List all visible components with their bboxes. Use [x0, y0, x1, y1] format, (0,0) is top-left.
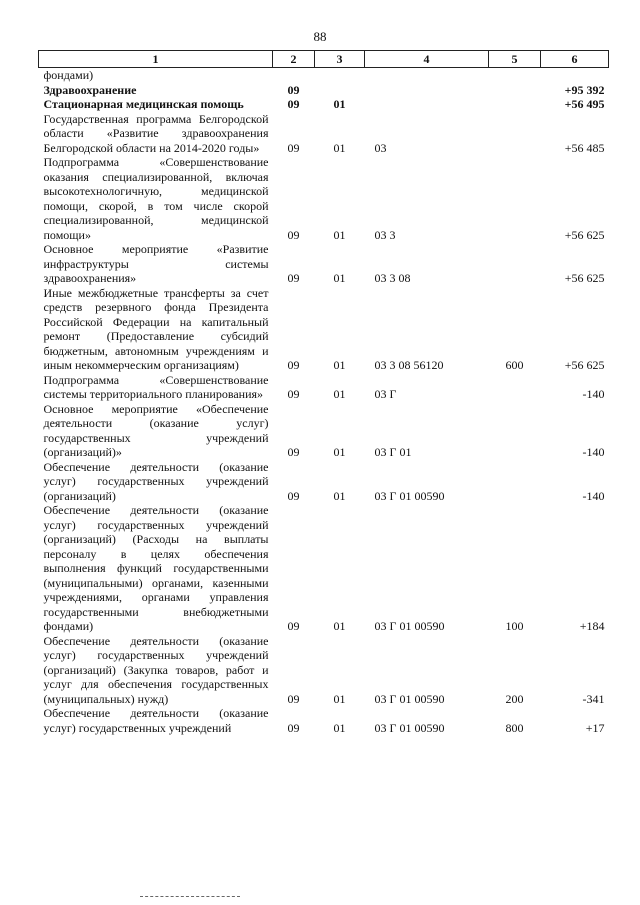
header-col-4: 4: [365, 51, 489, 68]
row-expense-type: 200: [505, 691, 524, 706]
row-expense-type: [489, 242, 541, 286]
row-subsection: 01: [333, 140, 346, 155]
row-section: 09: [287, 358, 300, 372]
row-amount: [541, 68, 609, 83]
row-name: Основное мероприятие «Обеспечение деятельности (оказание услуг) государственных учреждений (организаций)»: [43, 401, 269, 459]
row-amount: +56 495: [564, 97, 605, 111]
row-subsection: [315, 68, 365, 83]
row-expense-type: [489, 460, 541, 504]
row-target-code: 03 3 08: [374, 271, 411, 285]
row-subsection: [315, 83, 365, 98]
table-row: [39, 97, 609, 112]
table-row: [39, 155, 609, 242]
row-subsection: 01: [333, 271, 346, 285]
row-section: 09: [287, 227, 300, 242]
row-amount: +17: [585, 720, 605, 735]
row-amount: +184: [579, 619, 605, 633]
table-row: [39, 634, 609, 707]
row-target-code: 03 Г 01 00590: [374, 488, 445, 503]
row-amount: +95 392: [564, 82, 605, 97]
row-expense-type: [489, 68, 541, 83]
row-section: 09: [287, 140, 300, 155]
row-subsection: 01: [333, 619, 346, 633]
row-name: фондами): [43, 68, 94, 82]
row-expense-type: [489, 155, 541, 242]
row-section: 09: [287, 619, 300, 633]
row-name: Иные межбюджетные трансферты за счет средств резервного фонда Президента Российской Федерации на капитальный ремонт (Предоставление субсидий бюджетным, автономным учреждениям и иным некоммерческим организациям): [43, 285, 269, 372]
row-expense-type: 800: [505, 720, 524, 735]
page-number: 88: [313, 29, 327, 44]
row-amount: +56 485: [564, 140, 605, 155]
row-section: 09: [287, 271, 300, 285]
row-expense-type: [489, 112, 541, 156]
table-row: [39, 286, 609, 373]
row-amount: +56 625: [564, 358, 605, 372]
row-amount: -140: [582, 488, 605, 503]
row-target-code: 03 Г: [374, 387, 397, 401]
row-name: Обеспечение деятельности (оказание услуг) государственных учреждений: [43, 706, 269, 735]
header-row: [39, 51, 609, 68]
row-target-code: [365, 68, 489, 83]
row-name: Обеспечение деятельности (оказание услуг) государственных учреждений (организаций): [43, 459, 269, 503]
row-section: 09: [287, 445, 300, 459]
header-col-1: 1: [39, 51, 273, 68]
row-section: 09: [287, 488, 300, 503]
table-row: [39, 112, 609, 156]
table-row: [39, 242, 609, 286]
row-name: Подпрограмма «Совершенствование системы территориального планирования»: [43, 372, 269, 401]
table-row: [39, 83, 609, 98]
row-target-code: 03 Г 01 00590: [374, 720, 445, 735]
row-expense-type: [489, 83, 541, 98]
row-expense-type: [489, 373, 541, 402]
row-section: [273, 68, 315, 83]
table-row: [39, 503, 609, 634]
row-expense-type: [489, 97, 541, 112]
row-section: 09: [287, 82, 300, 97]
row-name: Подпрограмма «Совершенствование оказания специализированной, включая высокотехнологичную, медицинской помощи, скорой, в том числе скорой специализированной, медицинской помощи»: [43, 155, 269, 242]
header-col-3: 3: [315, 51, 365, 68]
footer-divider: [140, 896, 240, 897]
row-subsection: 01: [333, 387, 346, 401]
row-name: Государственная программа Белгородской области «Развитие здравоохранения Белгородской области на 2014-2020 годы»: [43, 111, 269, 155]
row-subsection: 01: [333, 97, 346, 111]
row-amount: -140: [582, 387, 605, 401]
row-section: 09: [287, 387, 300, 401]
row-name: Стационарная медицинская помощь: [43, 97, 244, 111]
row-amount: -140: [582, 445, 605, 459]
row-expense-type: 100: [505, 619, 524, 633]
row-amount: -341: [582, 691, 605, 706]
row-target-code: 03 3: [374, 227, 396, 242]
row-expense-type: 600: [505, 358, 524, 372]
row-subsection: 01: [333, 445, 346, 459]
row-amount: +56 625: [564, 227, 605, 242]
row-name: Обеспечение деятельности (оказание услуг) государственных учреждений (организаций) (Закупка товаров, работ и услуг для обеспечения государственных (муниципальных) нужд): [43, 633, 269, 706]
table-row: [39, 706, 609, 735]
row-target-code: [365, 97, 489, 112]
header-col-6: 6: [541, 51, 609, 68]
header-col-2: 2: [273, 51, 315, 68]
table-row: [39, 68, 609, 83]
row-target-code: 03 Г 01 00590: [374, 691, 445, 706]
header-col-5: 5: [489, 51, 541, 68]
row-target-code: [365, 83, 489, 98]
row-target-code: 03: [374, 140, 387, 155]
row-target-code: 03 Г 01 00590: [374, 619, 445, 633]
table-row: [39, 402, 609, 460]
budget-table: [38, 50, 609, 735]
row-subsection: 01: [333, 227, 346, 242]
table-body: [39, 68, 609, 736]
row-section: 09: [287, 720, 300, 735]
row-name: Обеспечение деятельности (оказание услуг) государственных учреждений (организаций) (Расходы на выплаты персоналу в целях обеспечения выполнения функций государственными (муниципальными) органами, казенными учреждениями, органами управления государственными внебюджетными фондами): [43, 503, 269, 633]
row-subsection: 01: [333, 358, 346, 372]
row-subsection: 01: [333, 488, 346, 503]
row-name: Основное мероприятие «Развитие инфраструктуры системы здравоохранения»: [43, 242, 269, 285]
table-row: [39, 460, 609, 504]
row-section: 09: [287, 691, 300, 706]
row-name: Здравоохранение: [43, 82, 137, 97]
row-subsection: 01: [333, 691, 346, 706]
row-subsection: 01: [333, 720, 346, 735]
table-row: [39, 373, 609, 402]
row-section: 09: [287, 97, 300, 111]
row-amount: +56 625: [564, 271, 605, 285]
row-target-code: 03 Г 01: [374, 445, 412, 459]
row-target-code: 03 3 08 56120: [374, 358, 444, 372]
row-expense-type: [489, 402, 541, 460]
